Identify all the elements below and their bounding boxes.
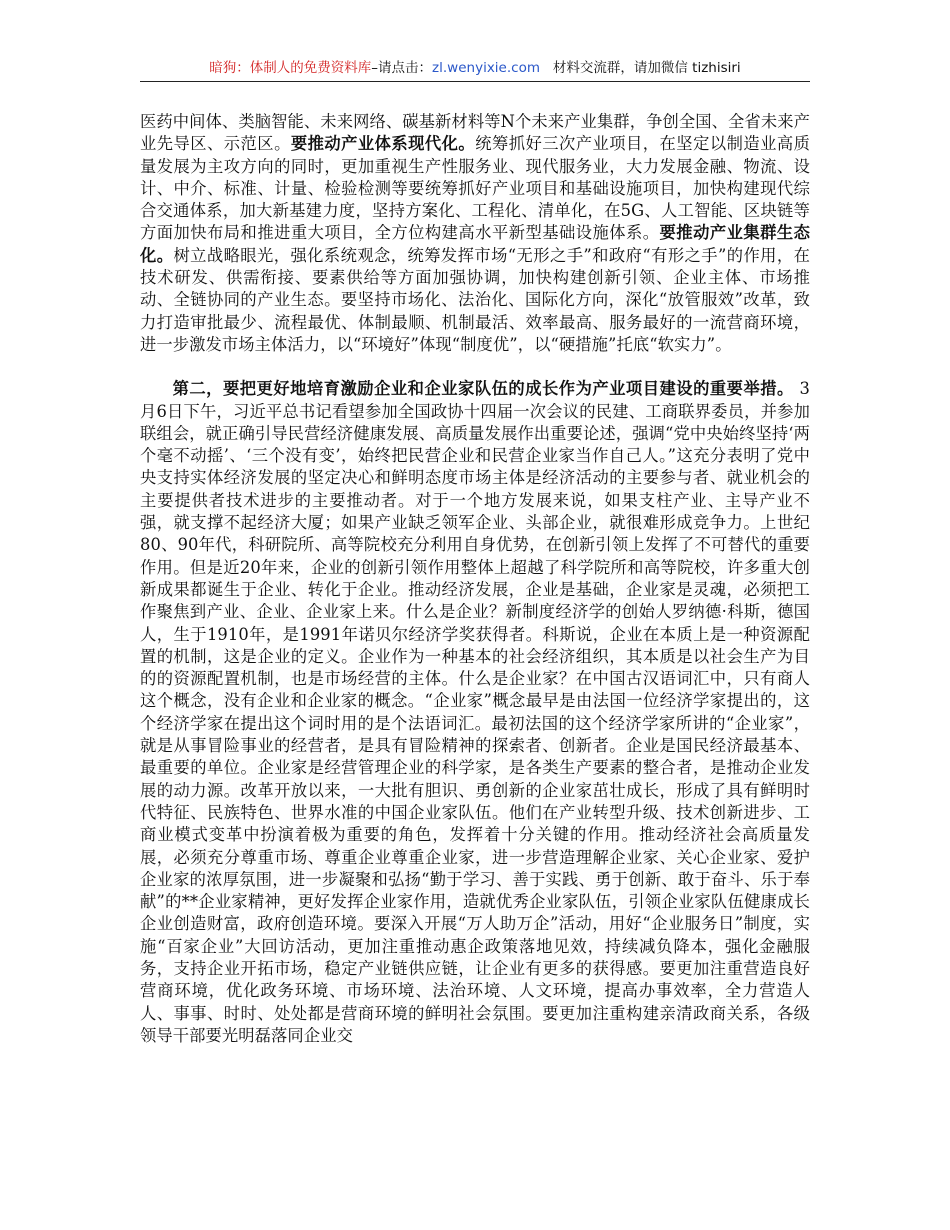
header-divider <box>140 81 810 82</box>
paragraph-1-text-3: 树立战略眼光，强化系统观念，统筹发挥市场“无形之手”和政府“有形之手”的作用，在技术研发、供需衔接、要素供给等方面加强协调，加快构建创新引领、企业主体、市场推动、全链协同的产业生态。要坚持市场化、法治化、国际化方向，深化“放管服效”改革，致力打造审批最少、流程最优、体制最顺、机制最活、效率最高、服务最好的一流营商环境，进一步激发市场主体活力，以“环境好”体现“制度优”，以“硬措施”托底“软实力”。 <box>140 245 810 354</box>
paragraph-2 <box>140 378 810 1047</box>
paragraph-1-bold-1: 要推动产业体系现代化。 <box>290 134 476 154</box>
header-brand: 暗狗：体制人的免费资料库 <box>209 60 372 76</box>
header-url-link[interactable]: zl.wenyixie.com <box>432 60 540 76</box>
document-body <box>140 111 810 1047</box>
paragraph-2-heading: 第二，要把更好地培育激励企业和企业家队伍的成长作为产业项目建设的重要举措。 <box>172 379 794 399</box>
paragraph-1-text-2: 统筹抓好三次产业项目，在坚定以制造业高质量发展为主攻方向的同时，更加重视生产性服务业、现代服务业，大力发展金融、物流、设计、中介、标准、计量、检验检测等要统筹抓好产业项目和基础设施项目，加快构建现代综合交通体系，加大新基建力度，坚持方案化、工程化、清单化，在5G、人工智能、区块链等方面加快布局和推进重大项目，全方位构建高水平新型基础设施体系。 <box>140 134 811 243</box>
paragraph-1-bold-2: 要推动产业集群生态化。 <box>140 223 811 265</box>
page-header <box>140 58 810 82</box>
header-wechat-note: 材料交流群，请加微信 tizhisiri <box>552 60 741 76</box>
paragraph-2-body: 3月6日下午，习近平总书记看望参加全国政协十四届一次会议的民建、工商联界委员，并参加联组会，就正确引导民营经济健康发展、高质量发展作出重要论述，强调“党中央始终坚持‘两个毫不动摇’、‘三个没有变’，始终把民营企业和民营企业家当作自己人。”这充分表明了党中央支持实体经济发展的坚定决心和鲜明态度市场主体是经济活动的主要参与者、就业机会的主要提供者技术进步的主要推动者。对于一个地方发展来说，如果支柱产业、主导产业不强，就支撑不起经济大厦；如果产业缺乏领军企业、头部企业，就很难形成竞争力。上世纪80、90年代，科研院所、高等院校充分利用自身优势，在创新引领上发挥了不可替代的重要作用。但是近20年来，企业的创新引领作用整体上超越了科学院所和高等院校，许多重大创新成果都诞生于企业、转化于企业。推动经济发展，企业是基础，企业家是灵魂，必须把工作聚焦到产业、企业、企业家上来。什么是企业？新制度经济学的创始人罗纳德·科斯，德国人，生于1910年，是1991年诺贝尔经济学奖获得者。科斯说，企业在本质上是一种资源配置的机制，这是企业的定义。企业作为一种基本的社会经济组织，其本质是以社会生产为目的的资源配置机制，也是市场经营的主体。什么是企业家？在中国古汉语词汇中，只有商人这个概念，没有企业和企业家的概念。“企业家”概念最早是由法国一位经济学家提出的，这个经济学家在提出这个词时用的是个法语词汇。最初法国的这个经济学家所讲的“企业家”，就是从事冒险事业的经营者，是具有冒险精神的探索者、创新者。企业是国民经济最基本、最重要的单位。企业家是经营管理企业的科学家，是各类生产要素的整合者，是推动企业发展的动力源。改革开放以来，一大批有胆识、勇创新的企业家茁壮成长，形成了具有鲜明时代特征、民族特色、世界水准的中国企业家队伍。他们在产业转型升级、技术创新进步、工商业模式变革中扮演着极为重要的角色，发挥着十分关键的作用。推动经济社会高质量发展，必须充分尊重市场、尊重企业尊重企业家，进一步营造理解企业家、关心企业家、爱护企业家的浓厚氛围，进一步凝聚和弘扬“勤于学习、善于实践、勇于创新、敢于奋斗、乐于奉献”的**企业家精神，更好发挥企业家作用，造就优秀企业家队伍，引领企业家队伍健康成长企业创造财富，政府创造环境。要深入开展“万人助万企”活动，用好“企业服务日”制度，实施“百家企业”大回访活动，更加注重推动惠企政策落地见效，持续减负降本，强化金融服务，支持企业开拓市场，稳定产业链供应链，让企业有更多的获得感。要更加注重营造良好营商环境，优化政务环境、市场环境、法治环境、人文环境，提高办事效率，全力营造人人、事事、时时、处处都是营商环境的鲜明社会氛围。要更加注重构建亲清政商关系，各级领导干部要光明磊落同企业交 <box>140 379 810 1045</box>
paragraph-1-text-1: 医药中间体、类脑智能、未来网络、碳基新材料等N个未来产业集群，争创全国、全省未来产业先导区、示范区。 <box>140 112 810 154</box>
header-click-prompt: –请点击： <box>371 60 433 76</box>
paragraph-1 <box>140 111 810 356</box>
